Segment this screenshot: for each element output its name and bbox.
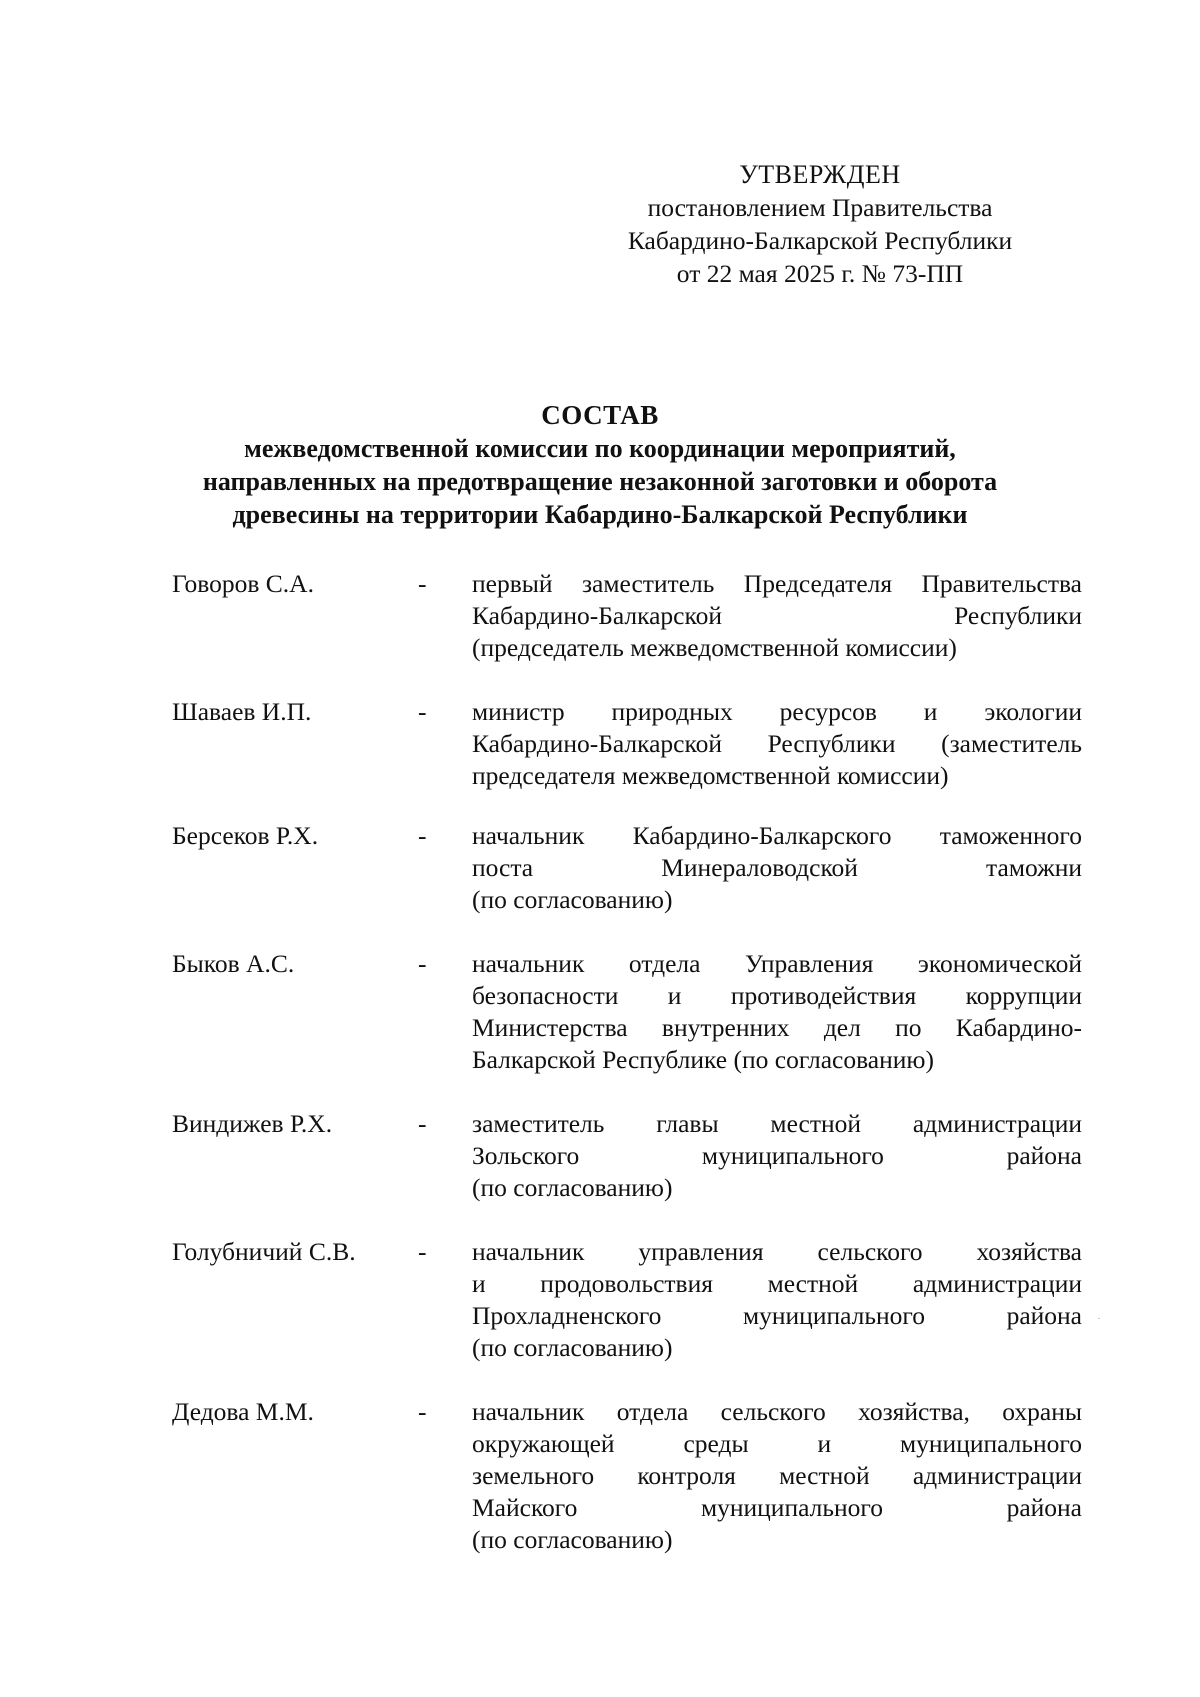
member-row: [0, 1236, 1200, 1396]
document-title: [100, 399, 1100, 531]
member-row: [0, 1396, 1200, 1556]
member-row: [0, 568, 1200, 696]
position-line: окружающей среды и муниципального: [472, 1429, 1082, 1458]
position-line: поста Минераловодской таможни: [472, 853, 1082, 882]
member-dash: -: [418, 949, 427, 978]
position-line: (по согласованию): [472, 1333, 673, 1362]
member-name: Голубничий С.В.: [172, 1237, 356, 1266]
member-name: Берсеков Р.Х.: [172, 821, 319, 850]
member-row: [0, 820, 1200, 948]
member-position: [472, 696, 1082, 792]
title-heading: СОСТАВ: [541, 400, 659, 430]
member-row: [0, 1108, 1200, 1236]
member-name: Виндижев Р.Х.: [172, 1109, 333, 1138]
position-line: и продовольствия местной администрации: [472, 1269, 1082, 1298]
member-dash: -: [418, 1397, 427, 1426]
position-line: (по согласованию): [472, 885, 673, 914]
approval-heading: УТВЕРЖДЕН: [739, 160, 901, 189]
position-line: начальник отдела Управления экономической: [472, 949, 1082, 978]
position-line: Балкарской Республике (по согласованию): [472, 1045, 934, 1074]
member-name: Дедова М.М.: [172, 1397, 314, 1426]
title-line-2: направленных на предотвращение незаконной заготовки и оборота: [202, 467, 998, 496]
members-list: [0, 568, 1200, 1556]
member-dash: -: [418, 1237, 427, 1266]
position-line: безопасности и противодействия коррупции: [472, 981, 1082, 1010]
member-position: [472, 1108, 1082, 1204]
position-line: министр природных ресурсов и экологии: [472, 697, 1082, 726]
scan-speck: [1098, 1318, 1100, 1319]
position-line: Майского муниципального района: [472, 1493, 1082, 1522]
position-line: председателя межведомственной комиссии): [472, 761, 949, 790]
position-line: Прохладненского муниципального района: [472, 1301, 1082, 1330]
title-line-3: древесины на территории Кабардино-Балкарской Республики: [232, 500, 968, 529]
position-line: заместитель главы местной администрации: [472, 1109, 1082, 1138]
member-position: [472, 1236, 1082, 1364]
member-dash: -: [418, 821, 427, 850]
approval-line-2: Кабардино-Балкарской Республики: [627, 226, 1013, 255]
member-dash: -: [418, 569, 427, 598]
position-line: Кабардино-Балкарской Республики (заместитель: [472, 729, 1082, 758]
member-row: [0, 696, 1200, 820]
position-line: Кабардино-Балкарской Республики: [472, 601, 1082, 630]
member-dash: -: [418, 697, 427, 726]
approval-line-3: от 22 мая 2025 г. № 73-ПП: [676, 259, 964, 288]
approval-line-1: постановлением Правительства: [647, 193, 993, 222]
position-line: (по согласованию): [472, 1173, 673, 1202]
member-name: Шаваев И.П.: [172, 697, 312, 726]
approval-block: [560, 158, 1080, 290]
position-line: начальник управления сельского хозяйства: [472, 1237, 1082, 1266]
position-line: (по согласованию): [472, 1525, 673, 1554]
position-line: Министерства внутренних дел по Кабардино-: [472, 1013, 1082, 1042]
position-line: начальник отдела сельского хозяйства, охраны: [472, 1397, 1082, 1426]
member-position: [472, 568, 1082, 664]
member-name: Быков А.С.: [172, 949, 295, 978]
member-position: [472, 820, 1082, 916]
position-line: первый заместитель Председателя Правительства: [472, 569, 1082, 598]
member-position: [472, 1396, 1082, 1556]
position-line: Зольского муниципального района: [472, 1141, 1082, 1170]
member-row: [0, 948, 1200, 1108]
member-position: [472, 948, 1082, 1076]
member-dash: -: [418, 1109, 427, 1138]
position-line: (председатель межведомственной комиссии): [472, 633, 957, 662]
position-line: земельного контроля местной администрации: [472, 1461, 1082, 1490]
member-name: Говоров С.А.: [172, 569, 314, 598]
position-line: начальник Кабардино-Балкарского таможенного: [472, 821, 1082, 850]
title-line-1: межведомственной комиссии по координации мероприятий,: [244, 434, 956, 463]
